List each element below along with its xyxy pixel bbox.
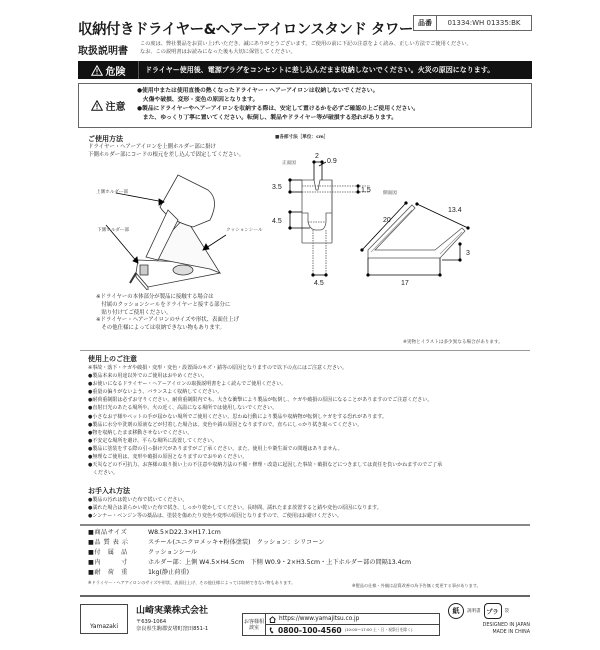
- label-upper-holder: 上側ホルダー部: [96, 190, 128, 195]
- usage-note-line: その他仕様によっては収納できない物もあります。: [96, 325, 225, 332]
- spec-row: [88, 548, 411, 558]
- danger-banner: [78, 61, 532, 79]
- precaution-line: ●直射日光のあたる場所や、火の近く、高温になる場所では使用しないでください。: [88, 405, 278, 412]
- manual-label: 取扱説明書: [78, 46, 128, 57]
- spec-key: ■付 属 品: [88, 549, 128, 556]
- usage-note-line: 貼り付けてご使用ください。: [96, 309, 172, 316]
- usage-line: 下側ホルダー部にコードの根元を差し込んで固定してください。: [88, 151, 245, 158]
- caution-body: [137, 84, 419, 127]
- dimensions-heading: ■各部寸法［単位：cm］: [275, 135, 329, 140]
- customer-contact-box: [242, 613, 440, 636]
- product-title: 収納付きドライヤー&ヘアーアイロンスタンド タワー: [78, 22, 413, 38]
- part-number-value: 01334:WH 01335:BK: [447, 19, 521, 27]
- care-line: ●製品の汚れは乾いた布で拭いてください。: [88, 497, 188, 503]
- usage-note-line: ※ドライヤー・ヘアーアイロンのサイズや形状、表面仕上げ: [96, 317, 239, 324]
- caution-line: また、ゆっくり丁寧に置いてください。転倒し、製品やドライヤー等が破損する恐れがあります。: [137, 115, 398, 121]
- postal-code: 〒639-1064: [136, 619, 167, 625]
- usage-note-line: ※ドライヤーの本体部分が製品に接触する場合は: [96, 294, 214, 300]
- spec-key: ■商品サイズ: [88, 529, 128, 536]
- label-lower-holder: 下側ホルダー部: [97, 228, 129, 233]
- divider: [80, 524, 530, 526]
- intro-line: この度は、弊社製品をお買い上げいただき、誠にありがとうございます。ご使用の前に下記の注意をよく読み、正しい方法でご使用ください。: [140, 41, 472, 47]
- caution-line: 火傷や破損、変形・変色の原因となります。: [137, 97, 259, 103]
- recycle-marks: [448, 603, 509, 619]
- warning-triangle-icon: [91, 100, 103, 111]
- precaution-line: ●お使いになるドライヤー・ヘアーアイロンの取扱説明書をよく読んでご使用ください。: [88, 381, 287, 388]
- danger-tag: [78, 61, 139, 79]
- paper-recycle-icon: 紙: [448, 603, 464, 619]
- specs-table: [88, 528, 411, 578]
- dimensions-note: ※実物とイラストは多少異なる場合があります。: [403, 340, 503, 345]
- street-address: 奈良県生駒郡安堵町窪田851-1: [136, 626, 209, 632]
- spec-value: クッションシール: [148, 549, 198, 556]
- caution-tag: [79, 84, 137, 127]
- origin-info: [468, 622, 530, 636]
- dim-slope: 20: [383, 217, 391, 224]
- precaution-line: ●無理なご使用は、変形や破損の原因となりますのでおやめください。: [88, 454, 248, 461]
- part-number-box: [413, 15, 532, 31]
- precaution-line: ●製品本来の用途以外でのご使用はおやめください。: [88, 373, 208, 380]
- spec-value: 1kg(静止荷重): [148, 569, 190, 576]
- spec-value: W8.5×D22.3×H17.1cm: [148, 529, 221, 536]
- precautions-heading: 使用上のご注意: [88, 355, 137, 363]
- made-in: MADE IN CHINA: [492, 630, 530, 635]
- precaution-line: ●製品に水分や洗剤の原液などが付着した場合は、変色や錆の原因となりますので、直ちにしっかり拭き取ってください。: [88, 421, 363, 428]
- caution-box: [78, 83, 532, 128]
- usage-text: [88, 144, 244, 159]
- spec-row: [88, 528, 411, 538]
- dim-top-width: 2: [315, 153, 319, 160]
- dim-base: 17: [401, 280, 409, 287]
- specs-note-left: ※ドライヤー・ヘアアイロンのサイズや形状、表面仕上げ、その他仕様によっては収納できない物もあります。: [88, 580, 296, 585]
- spec-value: ホルダー部：上側 W4.5×H4.5cm 下側 W0.9・2×H3.5cm・上下ホルダー部の間隔13.4cm: [148, 559, 412, 566]
- spec-row: [88, 558, 411, 568]
- yamazaki-logo: Yamazaki: [80, 604, 128, 634]
- paper-recycle-label: 説明書: [467, 609, 481, 614]
- intro-text: [140, 40, 472, 56]
- dim-holder-width: 4.5: [314, 280, 324, 287]
- dim-height: 3: [466, 250, 470, 257]
- warning-triangle-icon: [91, 65, 103, 76]
- divider: [80, 350, 530, 351]
- phone-row: [266, 624, 439, 635]
- phone-icon: [269, 627, 275, 634]
- caution-label: 注意: [105, 102, 126, 113]
- precaution-line: ●不安定な場所を避け、平らな場所に設置してください。: [88, 437, 218, 444]
- precaution-line: ください。: [88, 470, 119, 477]
- usage-line: ドライヤー・ヘアーアイロンを上側ホルダー部に掛け: [88, 144, 216, 150]
- precaution-line: ●耐荷重制限は必ずお守りください。耐荷重制限内でも、大きな衝撃により製品が転倒し、ケガや破損の原因になることがありますのでご注意ください。: [88, 397, 433, 404]
- danger-label: 危険: [105, 66, 126, 78]
- company-name: 山崎実業株式会社: [136, 606, 209, 616]
- danger-message: ドライヤー使用後、電源プラグをコンセントに差し込んだまま収納しないでください。火災の原因になります。: [145, 66, 495, 74]
- dim-back: 13.4: [448, 207, 462, 214]
- plastic-recycle-label: 袋: [504, 609, 509, 614]
- spec-key: ■品 質 表 示: [88, 539, 129, 546]
- contact-label: お客様相談室: [243, 614, 266, 635]
- spec-value: スチール(ユニクロメッキ+粉体塗装) クッション：シリコーン: [148, 539, 325, 546]
- website-link[interactable]: https://www.yamajitsu.co.jp: [279, 616, 360, 622]
- specs-note-right: ※製品の仕様・外観は品質改善の為予告無く変更する事があります。: [352, 583, 481, 588]
- website-row: [266, 614, 439, 624]
- spec-row: [88, 538, 411, 548]
- side-view-label: 側面図: [383, 191, 397, 196]
- front-view-label: 正面図: [282, 161, 296, 166]
- spec-row: [88, 568, 411, 578]
- spec-key: ■耐 荷 重: [88, 569, 128, 576]
- dimension-diagram: [270, 150, 530, 330]
- dim-upper-depth: 3.5: [272, 184, 282, 191]
- usage-note-line: 付属のクッションシールをドライヤーと接する部分に: [96, 301, 231, 308]
- usage-notes: [96, 294, 239, 333]
- designed-in: DESIGNED IN JAPAN: [482, 623, 530, 628]
- dim-holder-height: 4.5: [272, 218, 282, 225]
- precaution-line: ●製品に塗装をする際の引っ掛け穴がありますがご了承ください。また、使用上や衛生面での問題はありません。: [88, 445, 343, 452]
- caution-line: ●使用中または使用直後の熱くなったドライヤー・ヘアーアイロンは収納しないでください。: [137, 88, 379, 94]
- precaution-line: ●物を収納したまま移動させないでください。: [88, 429, 193, 436]
- care-line: ●濡れた場合は柔らかい乾いた布で拭き、しっかり乾かしてください。長時間、濡れたまま放置すると錆や変色の原因になります。: [88, 505, 382, 511]
- caution-line: ●製品にドライヤーやヘアーアイロンを収納する際は、安定して置けるかを必ずご確認の上ご使用ください。: [137, 106, 419, 112]
- plastic-recycle-icon: プラ: [484, 603, 502, 619]
- care-list: [88, 496, 382, 520]
- spec-key: ■内 寸: [88, 559, 128, 566]
- dim-slot-depth: 1.5: [361, 187, 371, 194]
- care-heading: お手入れ方法: [88, 487, 130, 495]
- usage-heading: ご使用方法: [88, 135, 123, 143]
- house-icon: [269, 616, 276, 623]
- phone-number[interactable]: 0800-100-4560: [278, 625, 342, 635]
- divider: [80, 595, 530, 597]
- part-number-label: 品番: [414, 16, 437, 30]
- precaution-line: ※事故・落下・ケガや破損・変形・変色・設置面のキズ・錆等の原因となりますので以下の点にはご注意ください。: [88, 365, 347, 371]
- dim-slot-width: 0.9: [327, 158, 337, 165]
- precautions-list: [88, 364, 442, 477]
- company-address: [136, 619, 208, 633]
- precaution-line: ●重量の偏りがないよう、バランスよく収納してください。: [88, 389, 223, 396]
- phone-hours: (10:00～17:00 土・日・祝祭日を除く): [344, 627, 413, 632]
- care-line: ●シンナー・ベンジン等の薬品は、塗装を傷めたり変色や変形の原因となりますので、ご使用はお避けください。: [88, 513, 342, 519]
- precaution-line: ●天災などの不可抗力、お客様の取り扱い上の不注意や収納方法の不備・修理・改造に起因した事故・破損などにつきましては責任を負いかねますのでご了承: [88, 462, 443, 469]
- label-cushion-seal: クッションシール: [226, 228, 263, 233]
- precaution-line: ●小さなお子様やペットの手が届かない場所でご使用ください。思わぬ行動により製品や収納物が転倒しケガをする恐れがあります。: [88, 413, 387, 420]
- intro-line: なお、この説明書はお読みになった後も大切に保管してください。: [140, 49, 296, 55]
